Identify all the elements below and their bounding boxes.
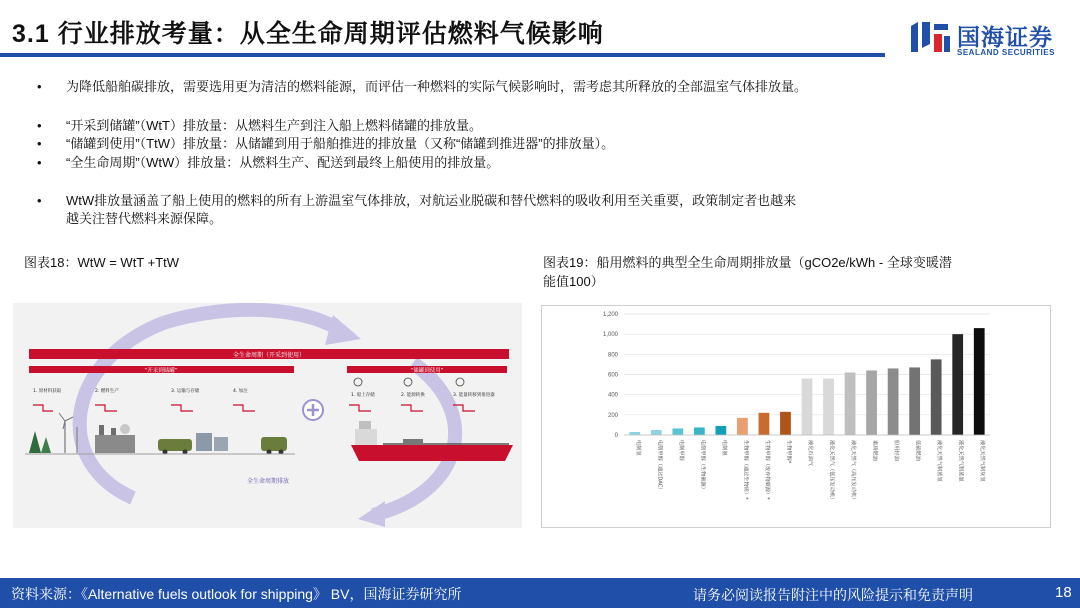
bullet-marker: • (37, 118, 42, 133)
x-tick-label: 生物甲醇（废弃物碳源）* (763, 440, 770, 500)
bar (866, 370, 877, 435)
bar (909, 367, 920, 435)
propeller-icon (456, 378, 464, 386)
bar (931, 359, 942, 435)
wtt-banner-label: “开采到储罐” (144, 368, 178, 374)
bullet-marker: • (37, 136, 42, 151)
figure-18-lifecycle-diagram (13, 303, 522, 528)
ttw-step-2: 2. 能源转换 (401, 393, 425, 398)
bar (694, 427, 705, 435)
bullet-text: “储罐到使用”（TtW）排放量：从储罐到用于船舶推进的排放量（又称“储罐到推进器”的排放量）。 (66, 136, 615, 151)
page-number: 18 (1055, 584, 1072, 601)
cycle-arrow-left (80, 310, 343, 498)
wtt-step-4: 4. 加注 (233, 389, 248, 394)
y-tick-label: 600 (607, 372, 618, 379)
bullet-marker: • (37, 79, 42, 94)
x-tick-label: 液化石油气 (807, 440, 813, 466)
bullet-text: 为降低船舶碳排放，需要选用更为清洁的燃料能源，而评估一种燃料的实际气候影响时，需考虑其所释放的全部温室气体排放量。 (66, 79, 808, 94)
x-tick-label: 船用轻油 (893, 440, 900, 461)
y-tick-label: 0 (614, 433, 618, 439)
bar (845, 372, 856, 435)
bullet-marker: • (37, 155, 42, 170)
bullet-marker: • (37, 193, 42, 208)
storage-icon (354, 378, 362, 386)
ttw-step-3: 3. 能量转移到推进器 (453, 393, 495, 398)
footer-bar (0, 578, 1080, 608)
bar (780, 412, 791, 435)
x-tick-label: 电制甲醇（生物碳源） (699, 440, 706, 492)
y-tick-label: 1,000 (602, 332, 618, 339)
y-tick-label: 800 (607, 352, 618, 359)
title-underline (0, 53, 885, 57)
emissions-bar-chart-svg (542, 306, 1052, 529)
bar (823, 379, 834, 435)
y-tick-label: 400 (607, 392, 618, 399)
bar (888, 368, 899, 435)
sealand-logo-icon (908, 18, 952, 56)
header (0, 0, 1080, 62)
bullet-text: WtW排放量涵盖了船上使用的燃料的所有上游温室气体排放，对航运业脱碳和替代燃料的吸收利用至关重要，政策制定者也越来 (66, 193, 797, 208)
bar (651, 430, 662, 435)
lifecycle-diagram-svg (13, 303, 522, 528)
ttw-step-1: 1. 船上存储 (351, 393, 375, 398)
cycle-arrowhead-bottom (358, 501, 385, 527)
ttw-banner-label: “储罐到使用” (410, 368, 444, 374)
bullet-text: “开采到储罐”（WtT）排放量：从燃料生产到注入船上燃料储罐的排放量。 (66, 118, 482, 133)
disclaimer-note: 请务必阅读报告附注中的风险提示和免责声明 (693, 587, 973, 603)
x-tick-label: 液化天然气制灰氢 (979, 440, 986, 482)
figure-19-caption-line-1: 图表19：船用燃料的典型全生命周期排放量（gCO2e/kWh - 全球变暖潜 (543, 255, 952, 270)
x-tick-label: 液化天然气制蓝氢 (936, 440, 943, 482)
wtt-illustration (25, 413, 295, 455)
figure-19-bar-chart (541, 305, 1051, 528)
logo-chinese-name: 国海证券 (957, 24, 1053, 50)
source-note: 资料来源：《Alternative fuels outlook for shipping》 BV，国海证券研究所 (11, 586, 462, 602)
page-title: 3.1 行业排放考量：从全生命周期评估燃料气候影响 (12, 20, 604, 48)
wtt-step-1: 1. 原材料获取 (33, 389, 62, 394)
bar (974, 328, 985, 435)
ship-illustration (351, 421, 513, 461)
wtt-step-2: 2. 燃料生产 (95, 389, 119, 394)
x-tick-label: 电制氢 (634, 440, 641, 456)
figure-18-caption: 图表18：WtW = WtT +TtW (24, 255, 180, 270)
y-tick-label: 200 (607, 412, 618, 419)
bar (802, 379, 813, 435)
y-tick-label: 1,200 (602, 312, 618, 318)
company-logo (908, 18, 1068, 60)
bullet-text: 越关注替代燃料来源保障。 (66, 211, 223, 226)
x-tick-label: 电制甲醇（通过DAC） (656, 440, 663, 493)
bar (716, 426, 727, 435)
x-tick-label: 液化天然气制蓝氨 (957, 440, 964, 482)
figure-19-caption-line-2: 能值100） (543, 274, 604, 289)
bar (759, 413, 770, 435)
x-tick-label: 液化天然气（高压发动机） (850, 440, 857, 503)
x-tick-label: 生物甲醇* (785, 440, 792, 464)
x-tick-label: 电制氨 (720, 440, 727, 456)
wtt-step-3: 3. 运输与存储 (171, 389, 200, 394)
energy-conversion-icon (404, 378, 412, 386)
bar (952, 334, 963, 435)
bar (629, 432, 640, 435)
bar (737, 418, 748, 435)
x-tick-label: 生物甲醇（通过生物质）* (742, 440, 749, 500)
x-tick-label: 电制甲醇 (677, 440, 684, 461)
step-markers (33, 405, 475, 411)
x-tick-label: 低硫燃油 (914, 440, 921, 461)
x-tick-label: 重质燃油 (871, 440, 878, 461)
bullet-text: “全生命周期”（WtW）排放量：从燃料生产、配送到最终上船使用的排放量。 (66, 155, 500, 170)
lifecycle-banner-label: 全生命周期（开采到使用） (232, 352, 306, 359)
lifecycle-emission-label: 全生命周期排放 (246, 478, 290, 485)
logo-english-name: SEALAND SECURITIES (957, 48, 1055, 57)
x-tick-label: 液化天然气（低压发动机） (828, 440, 835, 503)
bar (672, 428, 683, 435)
